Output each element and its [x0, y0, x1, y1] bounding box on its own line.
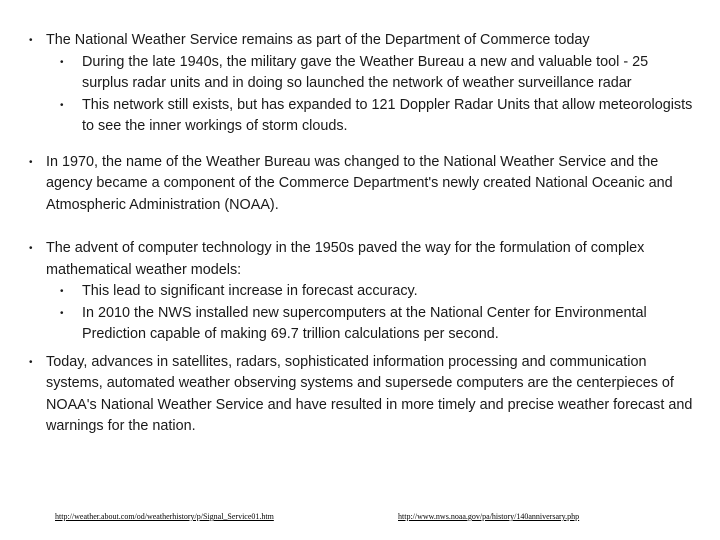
bullet-dot: • — [29, 156, 33, 168]
bullet-dot: • — [29, 356, 33, 368]
bullet-dot: • — [29, 243, 33, 254]
sub-bullet-dot: • — [60, 99, 64, 111]
source-link-nws-noaa[interactable]: http://www.nws.noaa.gov/pa/history/140anniversary.php — [398, 512, 580, 521]
sub-bullet-item — [24, 95, 694, 138]
bullet-text: The advent of computer technology in the 1950s paved the way for the formulation of complex mathematical weather models: — [46, 240, 645, 278]
sub-bullet-text: This network still exists, but has expanded to 121 Doppler Radar Units that allow meteorologists to see the inner workings of storm clouds. — [82, 96, 693, 134]
bullet-item — [24, 352, 694, 438]
bullet-list — [24, 30, 694, 438]
sub-bullet-dot: • — [60, 307, 64, 319]
bullet-text: The National Weather Service remains as part of the Department of Commerce today — [46, 32, 590, 48]
bullet-item — [24, 30, 694, 52]
sub-bullet-text: In 2010 the NWS installed new supercomputers at the National Center for Environmental Prediction capable of making 69.7 trillion calculations per second. — [82, 304, 647, 342]
sub-bullet-item — [24, 52, 694, 95]
bullet-dot: • — [29, 35, 33, 46]
sub-bullet-item — [24, 281, 694, 303]
bullet-item — [24, 238, 694, 281]
source-link-about-weather[interactable]: http://weather.about.com/od/weatherhistory/p/Signal_Service01.htm — [55, 512, 274, 521]
bullet-text: In 1970, the name of the Weather Bureau was changed to the National Weather Service and the agency became a component of the Commerce Department's newly created National Oceanic and Atmospheric Administration (NOAA). — [46, 153, 673, 213]
sub-bullet-dot: • — [60, 56, 64, 68]
sub-bullet-text: This lead to significant increase in forecast accuracy. — [82, 283, 418, 299]
bullet-text: Today, advances in satellites, radars, sophisticated information processing and communication systems, automated weather observing systems and supersede computers are the centerpieces of NOAA's National Weather Service and have resulted in more timely and precise weather forecast and warnings for the nation. — [46, 353, 693, 434]
sub-bullet-dot: • — [60, 286, 64, 297]
bullet-item — [24, 152, 694, 217]
sub-bullet-item — [24, 303, 694, 346]
sub-bullet-text: During the late 1940s, the military gave the Weather Bureau a new and valuable tool - 25 surplus radar units and in doing so launched the network of weather surveillance radar — [82, 53, 649, 91]
